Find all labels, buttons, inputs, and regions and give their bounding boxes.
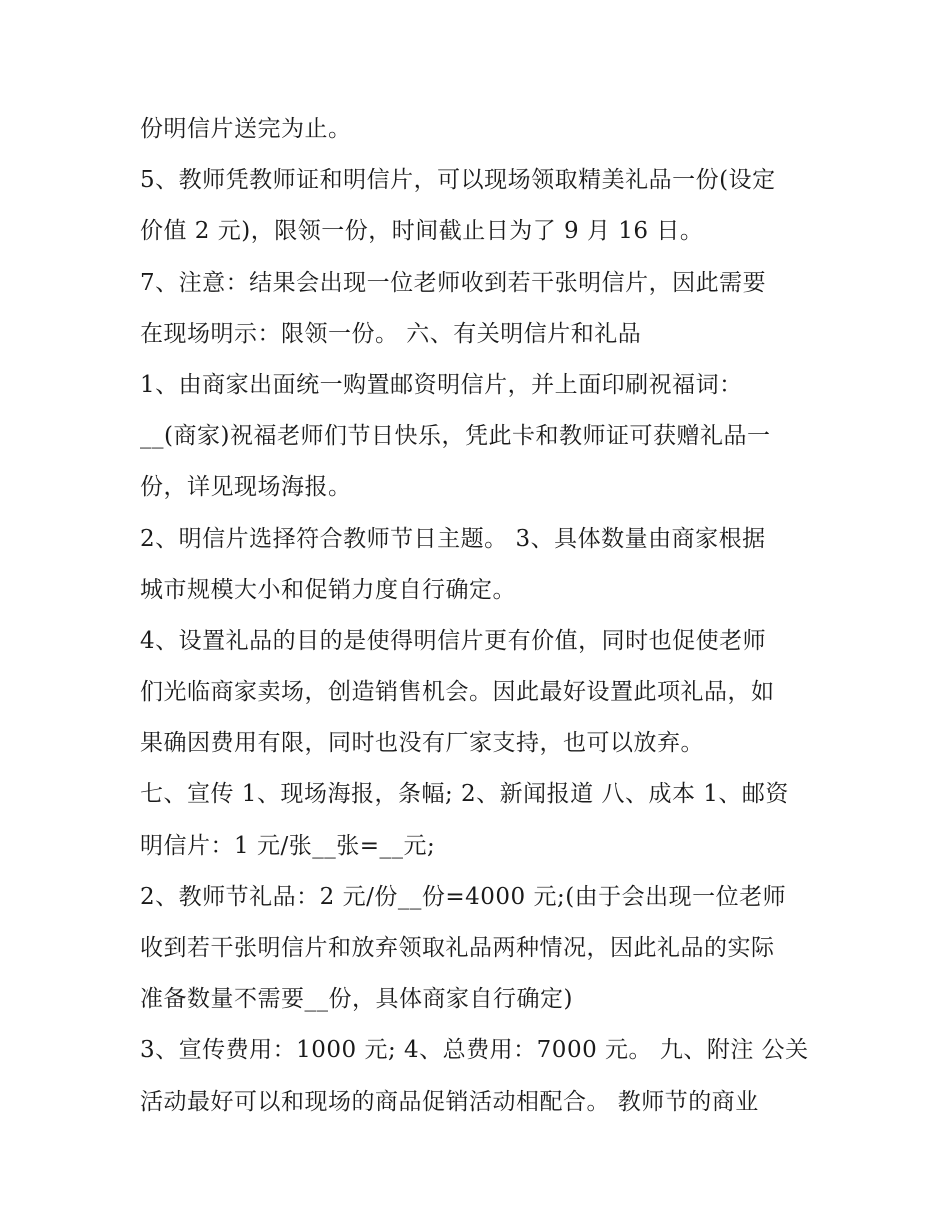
text-line: 7、注意：结果会出现一位老师收到若干张明信片，因此需要 bbox=[140, 269, 767, 296]
text-line: 4、设置礼品的目的是使得明信片更有价值，同时也促使老师 bbox=[140, 627, 767, 654]
text-line: 明信片：1 元/张__张=__元; bbox=[140, 832, 436, 859]
text-line: __(商家)祝福老师们节日快乐，凭此卡和教师证可获赠礼品一 bbox=[140, 423, 771, 450]
text-line: 准备数量不需要__份，具体商家自行确定) bbox=[140, 986, 573, 1013]
text-line: 1、由商家出面统一购置邮资明信片，并上面印刷祝福词： bbox=[140, 371, 743, 398]
text-line: 活动最好可以和现场的商品促销活动相配合。 教师节的商业 bbox=[140, 1088, 759, 1115]
text-line: 2、教师节礼品：2 元/份__份=4000 元;(由于会出现一位老师 bbox=[140, 883, 787, 910]
text-line: 收到若干张明信片和放弃领取礼品两种情况，因此礼品的实际 bbox=[140, 935, 775, 961]
document-body bbox=[140, 104, 830, 1128]
text-line: 们光临商家卖场，创造销售机会。因此最好设置此项礼品，如 bbox=[140, 679, 775, 706]
text-line: 3、宣传费用：1000 元; 4、总费用：7000 元。 九、附注 公关 bbox=[140, 1037, 809, 1064]
text-line: 城市规模大小和促销力度自行确定。 bbox=[140, 576, 516, 603]
text-line: 份，详见现场海报。 bbox=[140, 474, 352, 501]
text-line: 价值 2 元)，限领一份，时间截止日为了 9 月 16 日。 bbox=[140, 218, 704, 245]
text-line: 在现场明示：限领一份。 六、有关明信片和礼品 bbox=[140, 320, 642, 347]
text-line: 果确因费用有限，同时也没有厂家支持，也可以放弃。 bbox=[140, 730, 704, 757]
text-line: 5、教师凭教师证和明信片，可以现场领取精美礼品一份(设定 bbox=[140, 167, 776, 194]
text-line: 七、宣传 1、现场海报，条幅; 2、新闻报道 八、成本 1、邮资 bbox=[140, 781, 789, 808]
text-line: 2、明信片选择符合教师节日主题。 3、具体数量由商家根据 bbox=[140, 525, 766, 552]
text-line: 份明信片送完为止。 bbox=[140, 116, 352, 142]
